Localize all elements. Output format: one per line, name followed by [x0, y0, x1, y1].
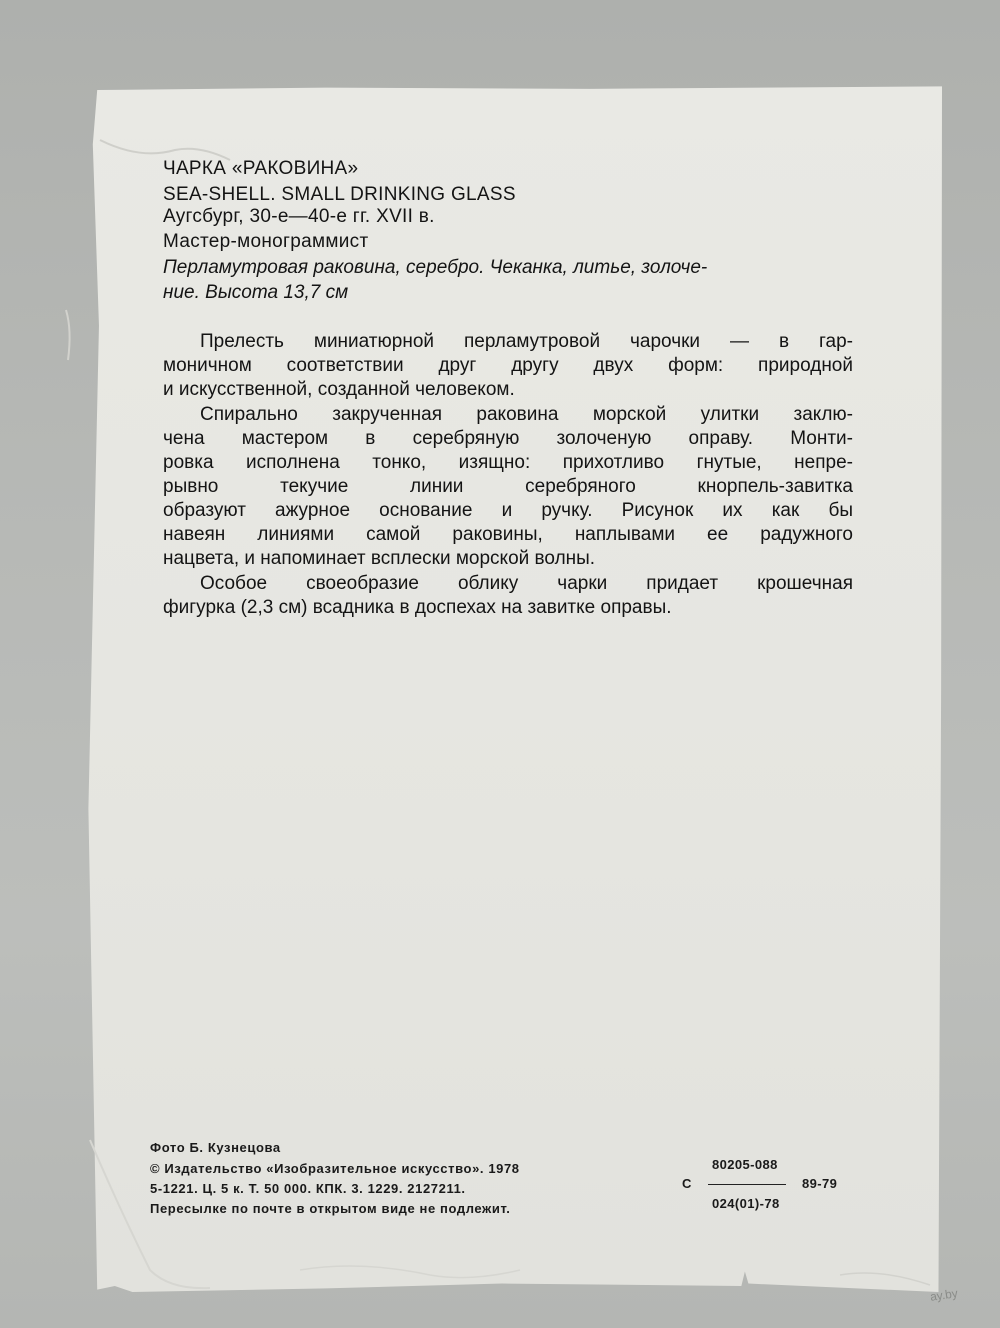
- body-line: Прелесть миниатюрной перламутровой чарочки — в гар-: [200, 331, 853, 352]
- index-suffix: 89-79: [802, 1176, 838, 1191]
- body-line: и искусственной, созданной человеком.: [163, 379, 515, 400]
- index-fraction-rule: [708, 1184, 786, 1185]
- body-line: ровка исполнена тонко, изящно: прихотливо гнутые, непре-: [163, 452, 853, 473]
- body-line: нацвета, и напоминает всплески морской волны.: [163, 548, 596, 569]
- body-line: фигурка (2,3 см) всадника в доспехах на завитке оправы.: [163, 597, 672, 618]
- body-line: Особое своеобразие облику чарки придает крошечная: [200, 573, 853, 594]
- title-ru: ЧАРКА «РАКОВИНА»: [163, 158, 359, 179]
- place-date: Аугсбург, 30-е—40-е гг. XVII в.: [163, 206, 435, 227]
- maker: Мастер-монограммист: [163, 231, 369, 252]
- body-line: чена мастером в серебряную золоченую оправу. Монти-: [163, 428, 853, 449]
- body-line: рывно текучие линии серебряного кнорпель-завитка: [163, 476, 853, 497]
- publisher-line: © Издательство «Изобразительное искусство». 1978: [150, 1161, 520, 1176]
- material-line-2: ние. Высота 13,7 см: [163, 282, 349, 303]
- title-en: SEA-SHELL. SMALL DRINKING GLASS: [163, 184, 516, 205]
- body-line: навеян линиями самой раковины, наплывами ее радужного: [163, 524, 853, 545]
- watermark: ay.by: [929, 1286, 959, 1304]
- index-denominator: 024(01)-78: [712, 1196, 780, 1211]
- print-info: 5-1221. Ц. 5 к. Т. 50 000. КПК. 3. 1229. 2127211.: [150, 1181, 466, 1196]
- body-line: Спирально закрученная раковина морской улитки заклю-: [200, 404, 853, 425]
- mail-note: Пересылке по почте в открытом виде не подлежит.: [150, 1201, 511, 1216]
- photo-credit: Фото Б. Кузнецова: [150, 1140, 281, 1155]
- index-numerator: 80205-088: [712, 1157, 778, 1172]
- body-line: образуют ажурное основание и ручку. Рисунок их как бы: [163, 500, 853, 521]
- material-line-1: Перламутровая раковина, серебро. Чеканка, литье, золоче-: [163, 257, 708, 278]
- body-line: моничном соответствии друг другу двух форм: природной: [163, 355, 853, 376]
- index-letter: С: [682, 1176, 692, 1191]
